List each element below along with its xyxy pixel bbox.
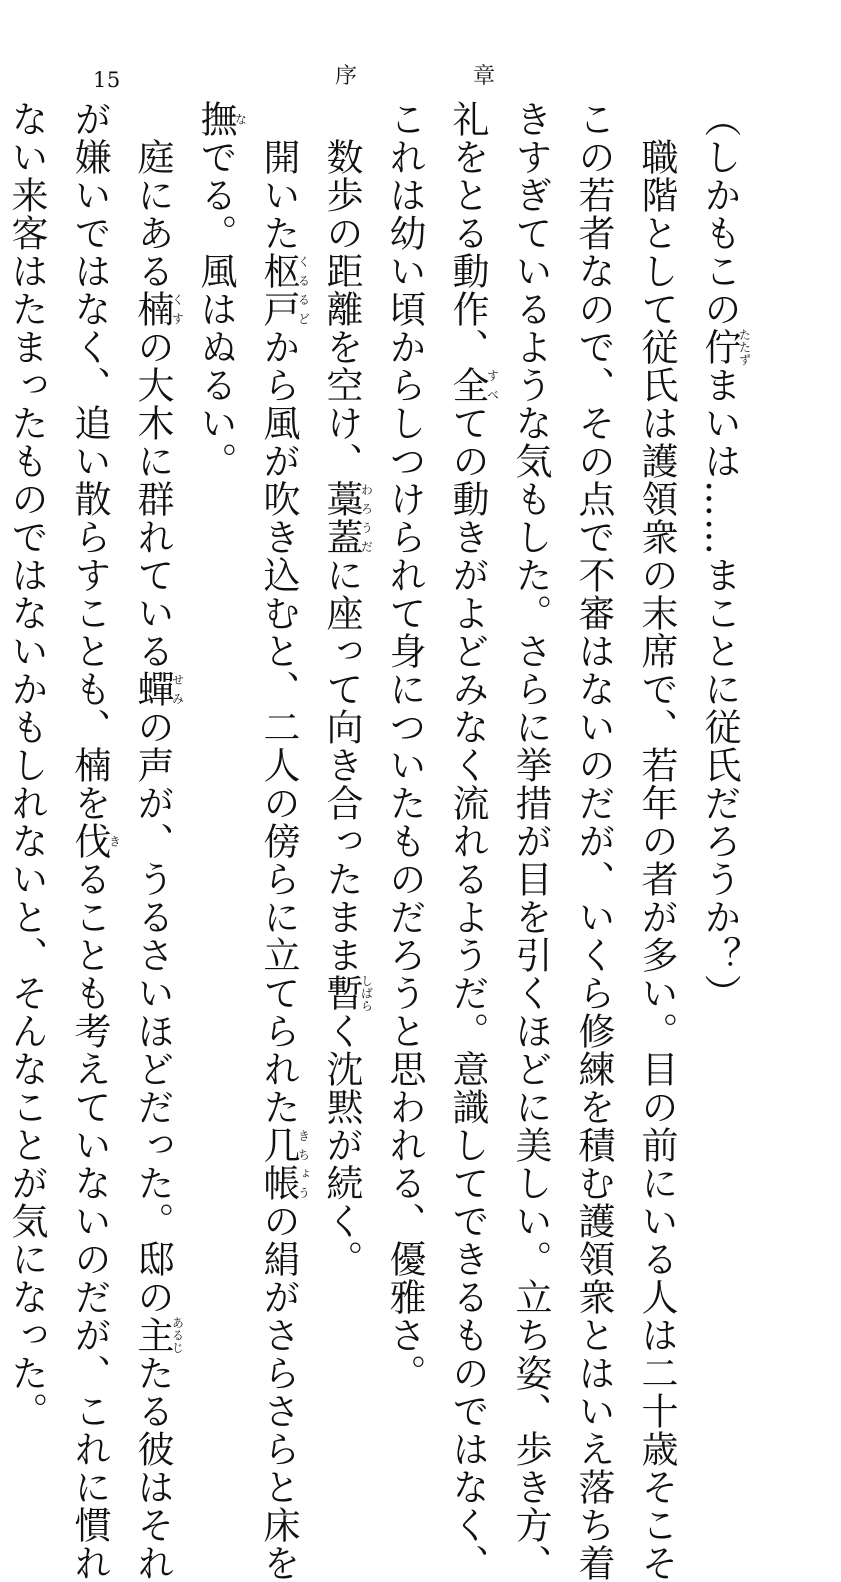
text-line [121,100,185,1582]
text-segment: 礼をとる動作、 [446,100,489,366]
ruby-base: 全 [446,366,489,404]
text-segment: ない来客はたまったものではないかもしれないと、そんなことが気になった。 [5,100,48,1430]
text-line [625,100,688,1582]
text-segment: きすぎているような気もした。さらに挙措が目を引くほどに美しい。立ち姿、歩き方、 [509,100,552,1582]
ruby-reading: たたず [737,328,752,366]
ruby-base: 藁蓋 [320,480,363,556]
text-line [184,100,247,1140]
ruby-reading: きちょう [296,1126,311,1202]
ruby-annotation [131,290,185,328]
ruby-reading: くるるど [296,252,311,328]
body-text [0,100,752,1582]
chapter-title-char-1: 序 [335,64,358,89]
text-segment: に座って向き合ったまま [320,556,363,974]
ruby-annotation [257,252,311,328]
text-segment: 数歩の距離を空け、 [320,100,363,480]
ruby-reading: すべ [485,366,500,404]
ruby-reading: わろうだ [359,480,374,556]
ruby-base: 蟬 [131,670,174,708]
ruby-base: 佇 [698,328,741,366]
text-line [688,100,751,1140]
text-segment: く沈黙が続く。 [320,1012,363,1278]
ruby-base: 暫 [320,974,363,1012]
text-line [0,100,58,1430]
ruby-reading: き [107,822,122,860]
chapter-title [335,66,495,88]
text-line [562,100,625,1582]
text-segment: ての動きがよどみなく流れるようだ。意識してできるものではなく、 [446,404,489,1582]
text-segment: が嫌いではなく、追い散らすことも、楠を [68,100,111,822]
ruby-base: 几帳 [257,1126,300,1202]
text-segment: （しかもこの [698,100,741,328]
ruby-reading: せみ [170,670,185,708]
text-segment: の声が、うるさいほどだった。邸の [131,708,174,1316]
text-line [247,100,311,1582]
ruby-annotation [131,670,185,708]
ruby-annotation [320,480,374,556]
text-line [58,100,122,1582]
text-line [310,100,374,1278]
ruby-base: 撫 [194,100,237,138]
text-segment: 庭にある [131,100,174,290]
text-line [436,100,500,1582]
text-segment: の絹がさらさらと床を [257,1202,300,1582]
ruby-base: 楠 [131,290,174,328]
ruby-base: 枢戸 [257,252,300,328]
ruby-annotation [446,366,500,404]
ruby-reading: くす [170,290,185,328]
text-segment: まいは……まことに従氏だろうか？） [698,366,741,1012]
ruby-annotation [698,328,752,366]
page-number: 15 [93,68,121,92]
text-line [499,100,562,1582]
ruby-annotation [257,1126,311,1202]
chapter-title-char-2: 章 [472,64,495,89]
text-segment: でる。風はぬるい。 [194,138,237,480]
text-segment: から風が吹き込むと、二人の傍らに立てられた [257,328,300,1126]
ruby-reading: な [233,100,248,138]
ruby-base: 伐 [68,822,111,860]
ruby-reading: しばら [359,974,374,1012]
text-segment: ることも考えていないのだが、これに慣れ [68,860,111,1582]
text-line [373,100,436,1392]
ruby-annotation [68,822,122,860]
ruby-annotation [320,974,374,1012]
ruby-annotation [131,1316,185,1354]
ruby-annotation [194,100,248,138]
text-segment: これは幼い頃からしつけられて身についたものだろうと思われる、優雅さ。 [383,100,426,1392]
text-segment: たる彼はそれ [131,1354,174,1582]
text-segment: 開いた [257,100,300,252]
ruby-reading: あるじ [170,1316,185,1354]
text-segment: の大木に群れている [131,328,174,670]
text-segment: この若者なので、その点で不審はないのだが、いくら修練を積む護領衆とはいえ落ち着 [572,100,615,1582]
ruby-base: 主 [131,1316,174,1354]
text-segment: 職階として従氏は護領衆の末席で、若年の者が多い。目の前にいる人は二十歳そこそ [635,100,678,1582]
